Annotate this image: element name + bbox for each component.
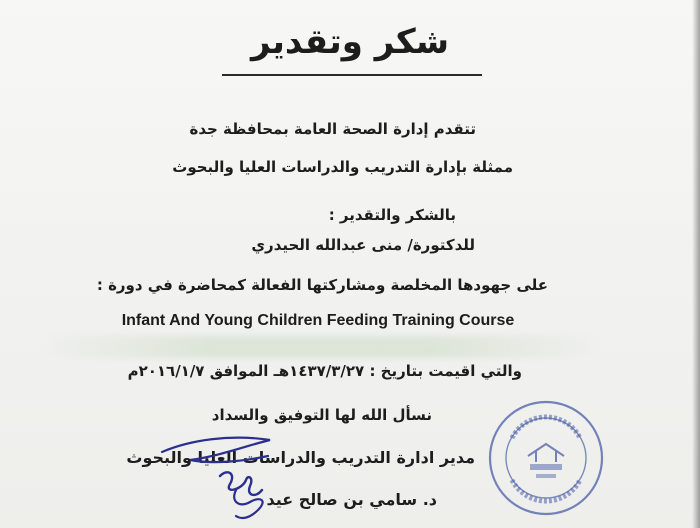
closing-wish-line: نسأل الله لها التوفيق والسداد [211, 406, 432, 424]
recipient-line: للدكتورة/ منى عبدالله الحيدري [251, 236, 475, 254]
contribution-line: على جهودها المخلصة ومشاركتها الفعالة كمحاضرة في دورة : [96, 276, 548, 294]
department-line: ممثلة بإدارة التدريب والدراسات العليا والبحوث [172, 158, 513, 176]
date-line: والتي اقيمت بتاريخ : ١٤٣٧/٣/٢٧هـ الموافق ٢٠١٦/١/٧م [127, 362, 522, 380]
page-edge-shadow [692, 0, 700, 528]
certificate-title: شكر وتقدير [250, 22, 450, 62]
issuer-line: تتقدم إدارة الصحة العامة بمحافظة جدة [189, 120, 476, 138]
course-name: Infant And Young Children Feeding Training Course [121, 312, 515, 329]
background-watermark [40, 336, 600, 358]
signature-icon [150, 416, 310, 528]
thanks-line: بالشكر والتقدير : [328, 206, 456, 224]
official-seal-icon [486, 398, 606, 518]
signatory-name: د. سامي بن صالح عيد [266, 490, 437, 509]
signatory-title: مدير ادارة التدريب والدراسات العليا والبحوث [126, 448, 475, 467]
title-underline [222, 74, 482, 76]
